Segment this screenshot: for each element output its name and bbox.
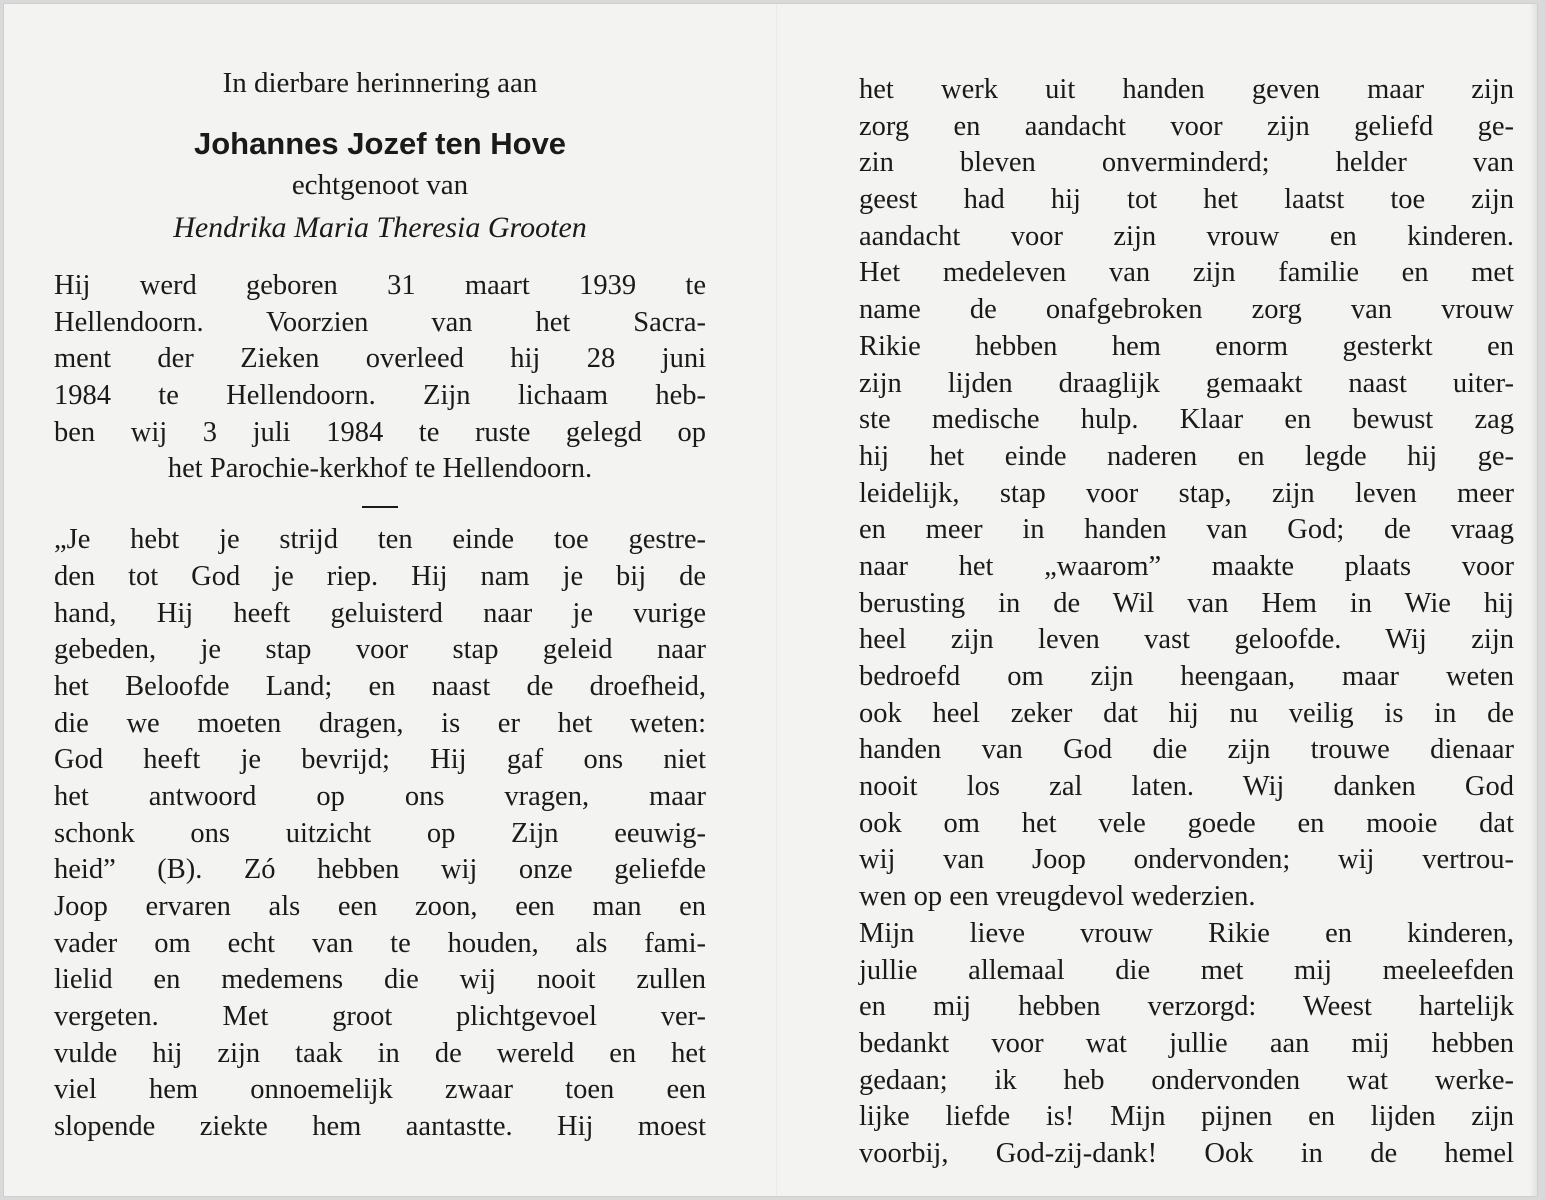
text-line: het Beloofde Land; en naast de droefheid, bbox=[54, 670, 706, 702]
text-line: „Je hebt je strijd ten einde toe gestre- bbox=[54, 524, 706, 556]
text-line: wen op een vreugdevol wederzien. bbox=[859, 881, 1256, 913]
text-line: nooit los zal laten. Wij danken God bbox=[859, 771, 1514, 803]
text-line: gedaan; ik heb ondervonden wat werke- bbox=[859, 1064, 1514, 1096]
text-line: Rikie hebben hem enorm gesterkt en bbox=[859, 330, 1514, 362]
text-line: jullie allemaal die met mij meeleefden bbox=[859, 954, 1514, 986]
memorial-card bbox=[4, 4, 1537, 1196]
text-line: bedankt voor wat jullie aan mij hebben bbox=[859, 1027, 1514, 1059]
text-line: viel hem onnoemelijk zwaar toen een bbox=[54, 1074, 706, 1106]
text-line: geest had hij tot het laatst toe zijn bbox=[859, 184, 1514, 216]
text-line: ook om het vele goede en mooie dat bbox=[859, 807, 1514, 839]
text-line: slopende ziekte hem aantastte. Hij moest bbox=[54, 1111, 706, 1143]
text-line: hij het einde naderen en legde hij ge- bbox=[859, 440, 1514, 472]
text-line: gebeden, je stap voor stap geleid naar bbox=[54, 634, 706, 666]
text-line: lijke liefde is! Mijn pijnen en lijden zijn bbox=[859, 1101, 1514, 1133]
text-line: bedroefd om zijn heengaan, maar weten bbox=[859, 661, 1514, 692]
text-line: name de onafgebroken zorg van vrouw bbox=[859, 294, 1514, 326]
text-line: God heeft je bevrijd; Hij gaf ons niet bbox=[54, 744, 706, 776]
text-line: het werk uit handen geven maar zijn bbox=[859, 74, 1514, 105]
card-fold bbox=[776, 4, 778, 1196]
text-line: ste medische hulp. Klaar en bewust zag bbox=[859, 404, 1514, 436]
text-line: zin bleven onverminderd; helder van bbox=[859, 147, 1514, 179]
text-line: zorg en aandacht voor zijn geliefd ge- bbox=[859, 110, 1514, 142]
text-line: den tot God je riep. Hij nam je bij de bbox=[54, 560, 706, 592]
bio-line: Hellendoorn. Voorzien van het Sacra- bbox=[54, 306, 706, 338]
text-line: heid” (B). Zó hebben wij onze geliefde bbox=[54, 854, 706, 886]
text-line: heel zijn leven vast geloofde. Wij zijn bbox=[859, 624, 1514, 656]
intro-line: In dierbare herinnering aan bbox=[222, 67, 538, 99]
text-line: leidelijk, stap voor stap, zijn leven meer bbox=[859, 477, 1514, 509]
text-line: Mijn lieve vrouw Rikie en kinderen, bbox=[859, 917, 1514, 949]
left-column bbox=[54, 64, 706, 1146]
bio-line: 1984 te Hellendoorn. Zijn lichaam heb- bbox=[54, 380, 706, 412]
text-line: wij van Joop ondervonden; wij vertrou- bbox=[859, 844, 1514, 876]
text-line: en mij hebben verzorgd: Weest hartelijk bbox=[859, 991, 1514, 1023]
text-line: berusting in de Wil van Hem in Wie hij bbox=[859, 587, 1514, 619]
card-edge bbox=[1529, 4, 1537, 1196]
section-divider bbox=[362, 506, 398, 508]
text-line: Het medeleven van zijn familie en met bbox=[859, 257, 1514, 289]
text-line: Joop ervaren als een zoon, een man en bbox=[54, 891, 706, 922]
text-line: lielid en medemens die wij nooit zullen bbox=[54, 964, 706, 996]
spouse-label: echtgenoot van bbox=[291, 169, 469, 201]
text-line: die we moeten dragen, is er het weten: bbox=[54, 707, 706, 739]
text-line: handen van God die zijn trouwe dienaar bbox=[859, 734, 1514, 766]
text-line: vulde hij zijn taak in de wereld en het bbox=[54, 1037, 706, 1069]
right-column bbox=[859, 72, 1514, 1173]
text-line: hand, Hij heeft geluisterd naar je vurige bbox=[54, 597, 706, 629]
text-line: het antwoord op ons vragen, maar bbox=[54, 780, 706, 812]
text-line: zijn lijden draaglijk gemaakt naast uiter- bbox=[859, 367, 1514, 399]
bio-line: Hij werd geboren 31 maart 1939 te bbox=[54, 270, 706, 301]
text-line: naar het „waarom” maakte plaats voor bbox=[859, 550, 1514, 582]
text-line: vader om echt van te houden, als fami- bbox=[54, 927, 706, 959]
text-line: en meer in handen van God; de vraag bbox=[859, 514, 1514, 546]
spouse-name: Hendrika Maria Theresia Grooten bbox=[173, 211, 587, 244]
bio-line: het Parochie-kerkhof te Hellendoorn. bbox=[167, 453, 593, 485]
text-line: ook heel zeker dat hij nu veilig is in de bbox=[859, 697, 1514, 729]
bio-line: ben wij 3 juli 1984 te ruste gelegd op bbox=[54, 416, 706, 448]
text-line: aandacht voor zijn vrouw en kinderen. bbox=[859, 220, 1514, 252]
quote-paragraph bbox=[54, 522, 706, 1146]
bio-line: ment der Zieken overleed hij 28 juni bbox=[54, 343, 706, 375]
text-line: vergeten. Met groot plichtgevoel ver- bbox=[54, 1001, 706, 1033]
deceased-name: Johannes Jozef ten Hove bbox=[193, 126, 567, 161]
text-line: schonk ons uitzicht op Zijn eeuwig- bbox=[54, 817, 706, 849]
bio-paragraph bbox=[54, 268, 706, 488]
text-line: voorbij, God-zij-dank! Ook in de hemel bbox=[859, 1137, 1514, 1169]
